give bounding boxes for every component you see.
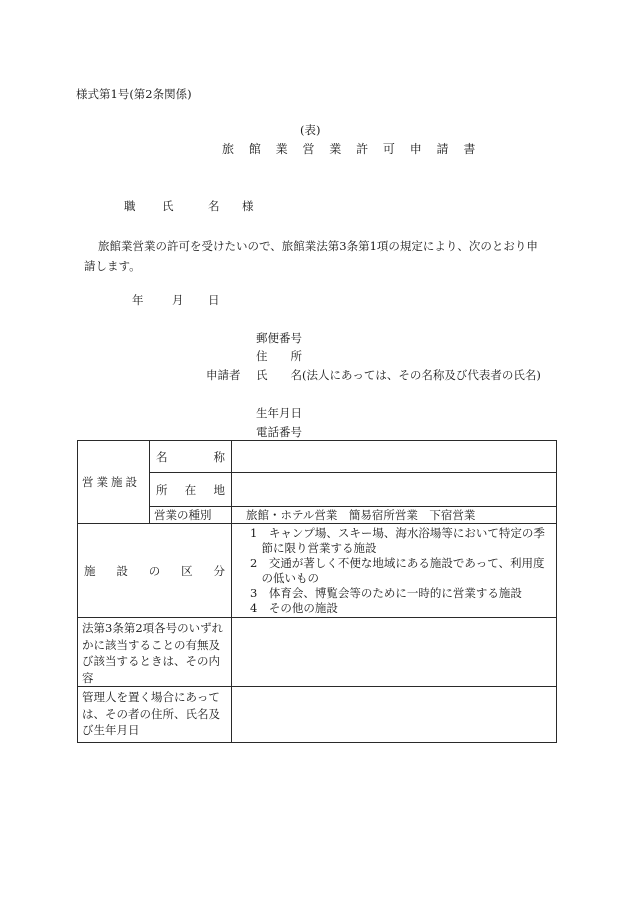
category-item-4: 4 その他の施設: [250, 600, 338, 615]
category-item-2: 2 交通が著しく不便な地域にある施設であって、利用度: [250, 555, 545, 570]
category-header-4: 区: [181, 563, 193, 578]
application-statement: [84, 236, 554, 276]
addressee-line: [124, 198, 254, 214]
table-row: [78, 524, 557, 618]
table-row: [78, 441, 557, 473]
name-note: (法人にあっては、その名称及び代表者の氏名): [302, 368, 541, 382]
application-form-table: [77, 440, 557, 743]
category-item-1: 1 キャンプ場、スキー場、海水浴場等において特定の季: [250, 525, 545, 540]
category-header-3: の: [148, 563, 161, 578]
table-row: [78, 473, 557, 507]
side-label: (表): [300, 123, 321, 137]
page-title: 旅 館 業 営 業 許 可 申 請 書: [222, 142, 481, 156]
table-row: [78, 687, 557, 743]
statement-line-2: 請します。: [84, 259, 141, 273]
name-label: 氏 名: [256, 368, 302, 382]
location-label-cell: [150, 473, 232, 507]
facility-header: [78, 441, 150, 524]
manager-question-cell: [78, 687, 232, 743]
type-label: 営業の種別: [154, 508, 212, 522]
type-label-cell: [150, 507, 232, 524]
table-row: [78, 618, 557, 687]
date-month: 月: [172, 293, 184, 307]
category-header-5: 分: [213, 563, 225, 578]
addressee-sama: 様: [242, 199, 254, 213]
type-value: 旅館・ホテル営業 簡易宿所営業 下宿営業: [246, 508, 476, 522]
law-question-cell: [78, 618, 232, 687]
date-year: 年: [132, 293, 144, 307]
name-value-cell[interactable]: [232, 441, 557, 473]
applicant-label: 申請者: [206, 368, 241, 382]
location-label-2: 在: [184, 482, 197, 497]
phone-label: 電話番号: [256, 425, 302, 439]
manager-question: 管理人を置く場合にあっては、その者の住所、氏名及び生年月日: [82, 690, 220, 737]
table-row: [78, 507, 557, 524]
address-label: 住 所: [256, 349, 302, 363]
postal-label: 郵便番号: [256, 331, 302, 345]
category-header: [78, 524, 232, 618]
name-label-cell: [150, 441, 232, 473]
birth-label: 生年月日: [256, 406, 302, 420]
category-item-1-cont: 節に限り営業する施設: [250, 540, 377, 555]
addressee-shi: 氏: [162, 199, 174, 213]
name-label-1: 名: [156, 449, 168, 464]
facility-header-text: 営業施設: [82, 475, 140, 489]
location-label-3: 地: [213, 482, 225, 497]
category-item-3: 3 体育会、博覧会等のために一時的に営業する施設: [250, 585, 522, 600]
name-label-2: 称: [213, 449, 225, 464]
addressee-shoku: 職: [124, 199, 136, 213]
statement-line-1: 旅館業営業の許可を受けたいので、旅館業法第3条第1項の規定により、次のとおり申: [98, 239, 538, 253]
category-options-cell[interactable]: [232, 524, 557, 618]
category-header-1: 施: [84, 563, 96, 578]
date-day: 日: [208, 293, 220, 307]
type-value-cell[interactable]: [232, 507, 557, 524]
manager-answer-cell[interactable]: [232, 687, 557, 743]
addressee-mei: 名: [208, 199, 220, 213]
form-number: 様式第1号(第2条関係): [76, 87, 192, 101]
date-line: [132, 292, 220, 308]
category-header-2: 設: [116, 563, 128, 578]
category-item-2-cont: の低いもの: [250, 570, 319, 585]
location-label-1: 所: [156, 482, 168, 497]
law-answer-cell[interactable]: [232, 618, 557, 687]
location-value-cell[interactable]: [232, 473, 557, 507]
law-question: 法第3条第2項各号のいずれかに該当することの有無及び該当するときは、その内容: [82, 621, 224, 685]
